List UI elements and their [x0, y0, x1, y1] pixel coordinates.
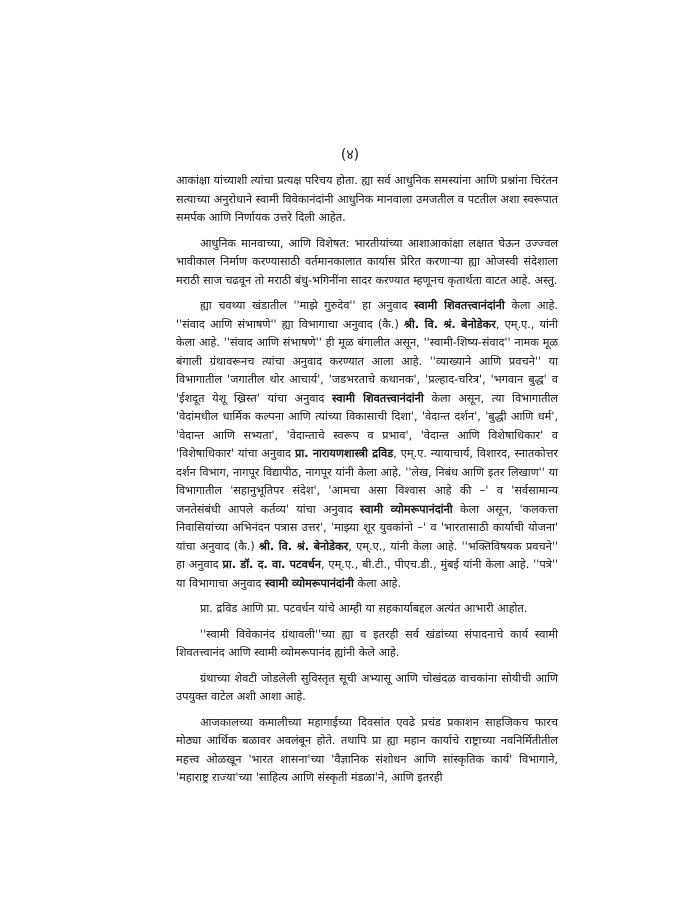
- text-run: , एम्‌.ए., बी.टी., पीएच.डी., मुंबई यांनी केला आहे. ''पत्रे'' या विभागाचा अनुवाद: [176, 558, 558, 590]
- text-run: आधुनिक मानवाच्या, आणि विशेषत: भारतीयांच्या आशाआकांक्षा लक्षात घेऊन उज्ज्वल भावीकाल निर्माण करण्यासाठी वर्तमानकालात कार्यास प्रेरित करणाऱ्या ह्या ओजस्वी संदेशाला मराठी साज चढवून तो मराठी बंधु-भगिनींना सादर करण्यात म्हणूनच कृतार्थता वाटत आहे. अस्तु.: [176, 236, 558, 287]
- paragraph: [176, 172, 558, 228]
- text-run: , एम्‌.ए., यांनी केला आहे. ''भक्तिविषयक प्रवचने'' हा अनुवाद: [176, 539, 558, 571]
- text-run: केला असून, त्या विभागातील 'वेदांमधील धार्मिक कल्पना आणि त्यांच्या विकासाची दिशा', 'वेदान्त दर्शन', 'बुद्धी आणि धर्म', 'वेदान्त आणि सभ्यता', 'वेदान्ताचे स्वरूप व प्रभाव', 'वेदान्त आणि विशेषाधिकार' व 'विशेषाधिकार' यांचा अनुवाद: [176, 391, 558, 460]
- text-run: प्रा. द्रविड आणि प्रा. पटवर्धन यांचे आम्ही या सहकार्याबद्दल अत्यंत आभारी आहोत.: [200, 602, 528, 615]
- paragraph: [176, 235, 558, 291]
- text-run: केला आहे.: [353, 576, 402, 590]
- text-run: ''स्वामी विवेकानंद ग्रंथावली''च्या ह्या व इतरही सर्व खंडांच्या संपादनाचे कार्य स्वामी शिवतत्त्वानंद आणि स्वामी व्योमरूपानंद ह्यांनी केले आहे.: [176, 627, 558, 659]
- text-run: ग्रंथाच्या शेवटी जोडलेली सुविस्तृत सूची अभ्यासू आणि चोखंदळ वाचकांना सोयीची आणि उपयुक्त वाटेल अशी आशा आहे.: [176, 671, 558, 703]
- text-run: , एम्‌.ए. न्यायाचार्य, विशारद, स्नातकोत्तर दर्शन विभाग, नागपूर विद्यापीठ, नागपूर यांनी केला आहे. ''लेख, निबंध आणि इतर लिखाण'' या विभागातील 'सहानुभूतिपर संदेश', 'आमचा असा विश्वास आहे की –' व 'सर्वसामान्य जनतेसंबंधी आपले कर्तव्य' यांचा अनुवाद: [176, 447, 558, 516]
- paragraph: [176, 626, 558, 663]
- paragraph: [176, 670, 558, 707]
- paragraph: [176, 714, 558, 788]
- bold-name: स्वामी व्योमरूपानंदांनी: [264, 576, 354, 590]
- text-run: ह्या चवथ्या खंडातील ''माझे गुरुदेव'' हा अनुवाद: [200, 299, 415, 312]
- body-text: [176, 172, 558, 795]
- bold-name: श्री. वि. श्रं. बेनोडेकर: [404, 317, 496, 331]
- page-number: (४): [340, 147, 360, 163]
- bold-name: प्रा. नारायणशास्त्री द्रविड: [295, 447, 394, 460]
- paragraph: [176, 600, 558, 619]
- bold-name: प्रा. डॉ. द. वा. पटवर्धन: [222, 558, 321, 571]
- bold-name: स्वामी शिवतत्त्वानंदांनी: [332, 391, 424, 405]
- text-run: केला असून, 'कलकत्ता निवासियांच्या अभिनंदन पत्रास उत्तर', 'माझ्या शूर युवकांनो –' व 'भारतासाठी कार्याची योजना' यांचा अनुवाद (कै.): [176, 502, 558, 553]
- text-run: आकांक्षा यांच्याशी त्यांचा प्रत्यक्ष परिचय होता. ह्या सर्व आधुनिक समस्यांना आणि प्रश्नांना चिरंतन सत्याच्या अनुरोधाने स्वामी विवेकानंदांनी आधुनिक मानवाला उमजतील व पटतील अशा स्वरूपात समर्पक आणि निर्णायक उत्तरे दिली आहेत.: [176, 174, 558, 224]
- text-run: केला आहे. ''संवाद आणि संभाषणे'' ह्या विभागाचा अनुवाद (कै.): [176, 299, 558, 331]
- paragraph: [176, 297, 558, 593]
- bold-name: स्वामी व्योमरूपानंदांनी: [360, 502, 453, 516]
- bold-name: स्वामी शिवतत्त्वानंदांनी: [414, 299, 505, 312]
- bold-name: श्री. वि. श्रं. बेनोडेकर: [259, 539, 349, 553]
- text-run: आजकालच्या कमालीच्या महागाईच्या दिवसांत एवढे प्रचंड प्रकाशन साहजिकच फारच मोठ्या आर्थिक बळावर अवलंबून होते. तथापि प्रा ह्या महान कार्याचे राष्ट्राच्या नवनिर्मितीतील महत्त्व ओळखून 'भारत शासना'च्या 'वैज्ञानिक संशोधन आणि सांस्कृतिक कार्य' विभागाने, 'महाराष्ट्र राज्या'च्या 'साहित्य आणि संस्कृती मंडळा'ने, आणि इतरही: [176, 715, 558, 784]
- text-run: , एम्‌.ए., यांनी केला आहे. ''संवाद आणि संभाषणे'' ही मूळ बंगालीत असून, ''स्वामी-शिष्य-संवाद'' नामक मूळ बंगाली ग्रंथावरूनच त्यांचा अनुवाद करण्यात आला आहे. ''व्याख्याने आणि प्रवचने'' या विभागातील 'जगातील थोर आचार्य', 'जडभरताचे कथानक', 'प्रल्हाद-चरित्र', 'भगवान बुद्ध' व 'ईशदूत येशू ख्रिस्त' यांचा अनुवाद: [176, 317, 558, 405]
